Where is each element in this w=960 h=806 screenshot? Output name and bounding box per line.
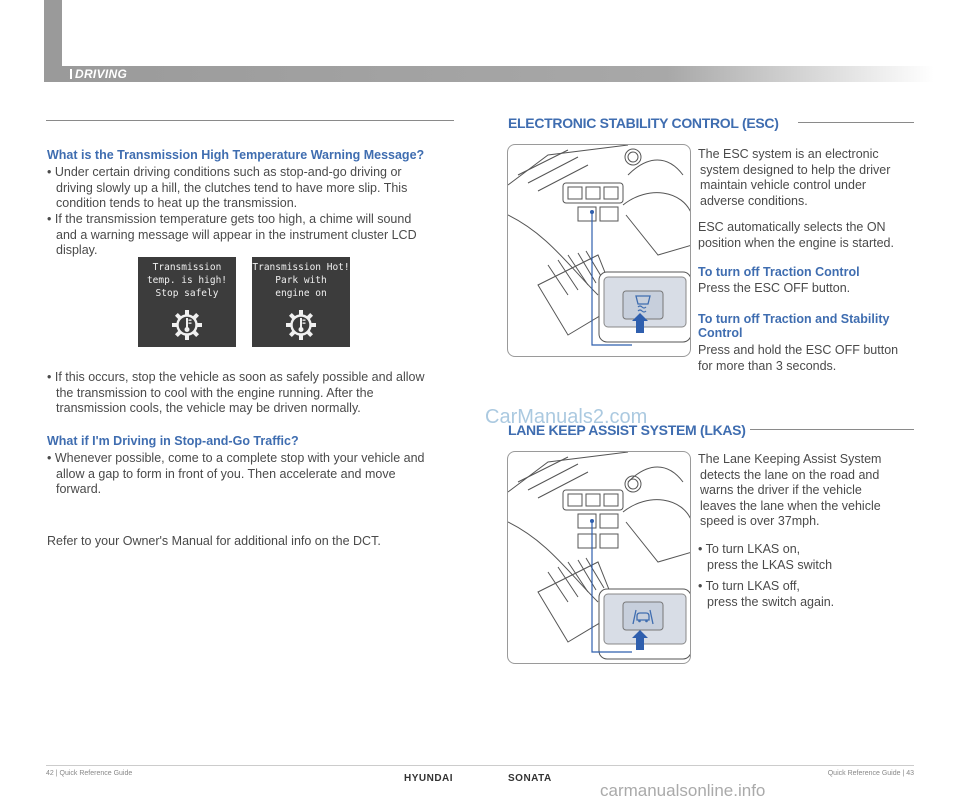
section-tag: DRIVING [70,67,127,81]
text-line: press the LKAS switch [707,557,833,572]
text-line: • To turn LKAS off, [698,579,800,593]
text-line: ESC automatically selects the ON [698,220,886,234]
text-line: • Whenever possible, come to a complete stop with your vehicle and [47,451,425,465]
text-line: warns the driver if the vehicle [700,483,862,497]
text-line: display. [56,243,98,257]
lcd-line: Transmission Hot! [252,262,350,273]
esc-auto-on [698,220,918,251]
text-line: for more than 3 seconds. [698,358,837,373]
lcd-line: Park with [275,275,327,286]
q2-bullet-1 [47,451,457,498]
text-line: • Under certain driving conditions such as stop-and-go driving or [47,165,402,179]
text-line: transmission cools, the vehicle may be driven normally. [56,401,361,415]
text-line: position when the engine is started. [698,235,894,250]
text-line: Control [698,326,743,340]
text-line: detects the lane on the road and [700,467,880,482]
footer-brand-hyundai: HYUNDAI [404,773,454,784]
lcd-warning-temp-high [138,257,236,347]
text-line: To turn off Traction and Stability [698,312,890,326]
text-line: maintain vehicle control under [700,178,867,192]
text-line: The Lane Keeping Assist System [698,452,882,466]
left-divider [46,120,454,121]
transmission-temp-icon [285,309,317,341]
q1-bullet-1 [47,165,457,212]
transmission-temp-icon [171,309,203,341]
header-horizontal-bar [44,66,934,82]
esc-title-rule [798,122,914,123]
traction-text: Press the ESC OFF button. [698,281,851,295]
watermark-carmanuals: CarManuals2.com [485,406,648,428]
text-line: speed is over 37mph. [700,514,820,528]
lcd-line: Transmission [152,262,222,273]
stability-heading [698,312,918,340]
text-line: system designed to help the driver [700,162,891,177]
q1-bullet-3 [47,370,457,417]
lcd-warning-trans-hot [252,257,350,347]
text-line: allow a gap to form in front of you. Then accelerate and move [56,466,396,481]
lkas-title-rule [750,429,914,430]
lkas-on-bullet [698,542,918,573]
q1-title: What is the Transmission High Temperature Warning Message? [47,148,425,162]
lcd-line: temp. is high! [146,275,228,286]
lkas-description [698,452,918,530]
esc-title: ELECTRONIC STABILITY CONTROL (ESC) [508,115,779,131]
text-line: and a warning message will appear in the instrument cluster LCD [56,227,417,242]
text-line: the transmission to cool with the engine running. After the [56,385,374,400]
watermark-bottom: carmanualsonline.info [600,781,766,800]
lkas-dashboard-illustration [507,451,691,664]
q2-title: What if I'm Driving in Stop-and-Go Traffic? [47,434,299,448]
q1-bullet-2 [47,212,457,259]
text-line: • To turn LKAS on, [698,542,801,556]
text-line: • If this occurs, stop the vehicle as soon as safely possible and allow [47,370,425,384]
text-line: press the switch again. [707,594,835,609]
footer-left-page: 42 | Quick Reference Guide [46,770,133,777]
text-line: Press and hold the ESC OFF button [698,343,899,357]
text-line: leaves the lane when the vehicle [700,498,881,513]
lkas-title: LANE KEEP ASSIST SYSTEM (LKAS) [508,422,746,438]
text-line: • If the transmission temperature gets too high, a chime will sound [47,212,412,226]
footer-rule [46,765,914,766]
text-line: condition tends to heat up the transmission. [56,196,298,210]
text-line: driving slowly up a hill, the clutches tend to have more slip. This [56,180,408,195]
stability-text [698,343,918,374]
esc-dashboard-illustration [507,144,691,357]
text-line: adverse conditions. [700,193,808,208]
refer-note: Refer to your Owner's Manual for additional info on the DCT. [47,534,381,548]
text-line: forward. [56,482,102,496]
footer-right-page: Quick Reference Guide | 43 [827,770,914,777]
traction-heading: To turn off Traction Control [698,265,860,279]
lkas-off-bullet [698,579,918,610]
footer-brand-sonata: SONATA [508,773,552,784]
lcd-line: Stop safely [155,288,219,299]
lcd-line: engine on [275,288,327,299]
esc-description [698,147,918,209]
text-line: The ESC system is an electronic [698,147,879,161]
